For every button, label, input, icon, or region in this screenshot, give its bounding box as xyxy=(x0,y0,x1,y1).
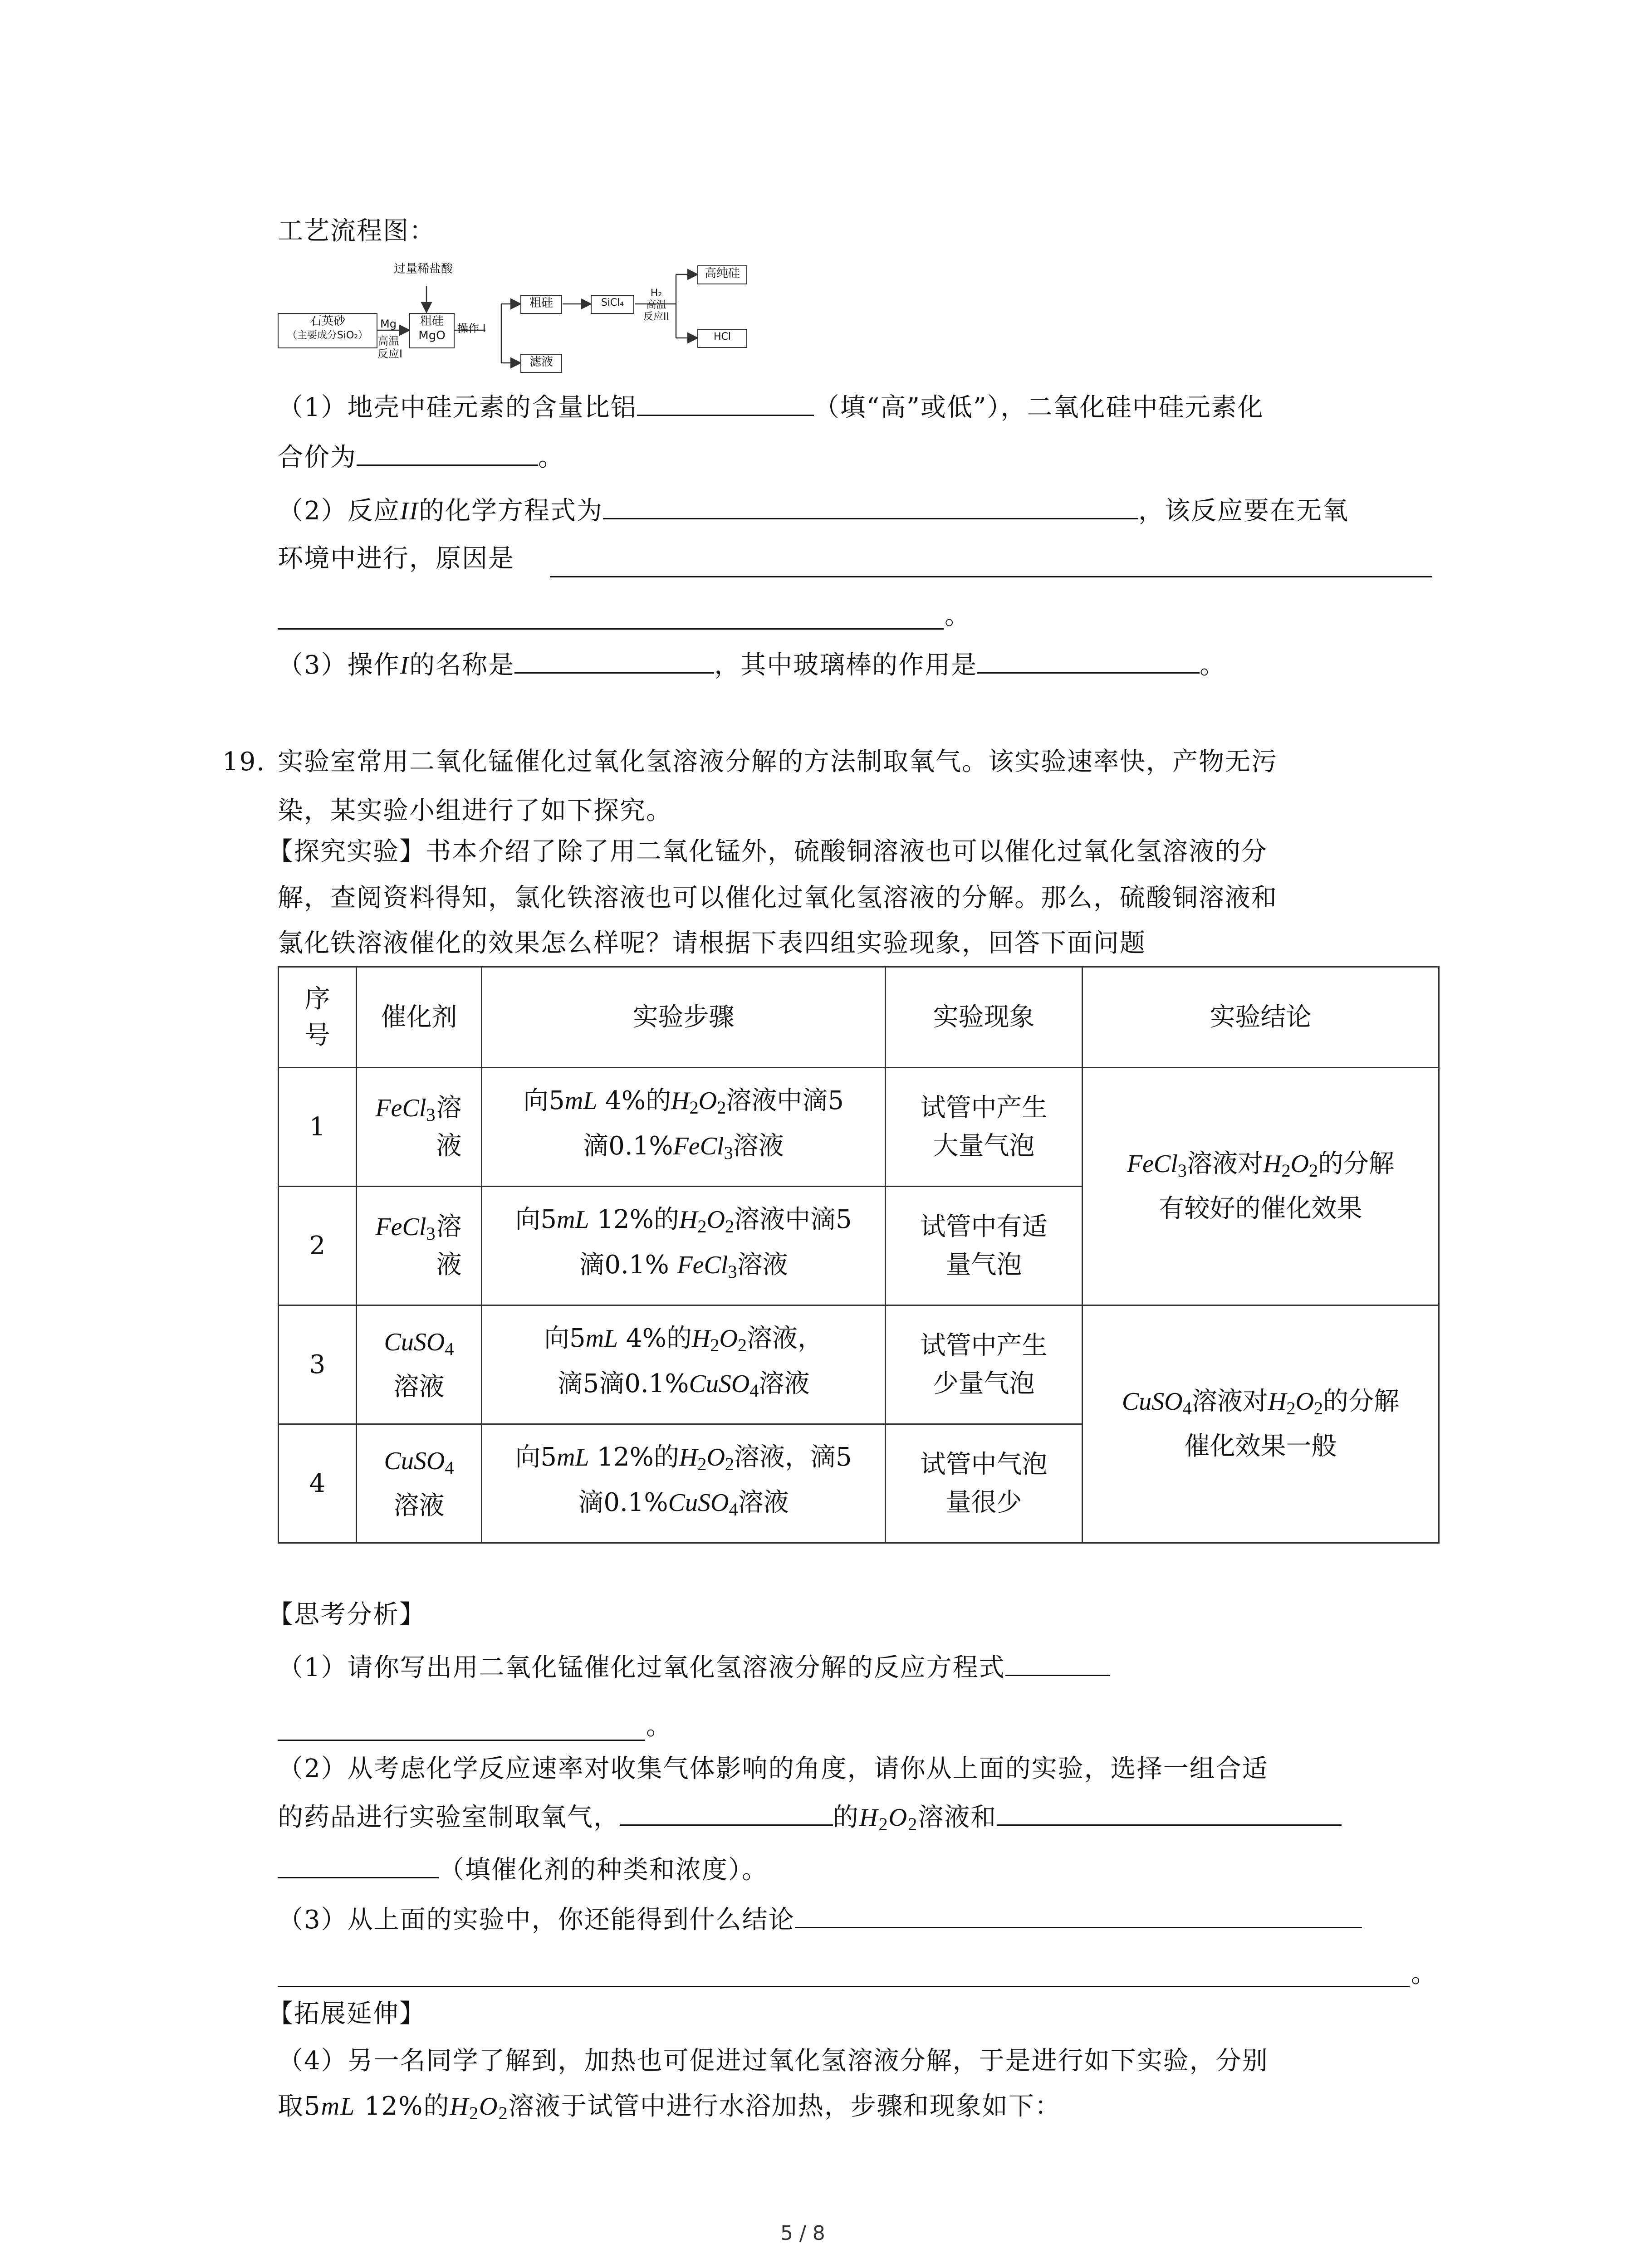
flowchart-heading: 工艺流程图： xyxy=(278,216,436,246)
row1-step-b: 4%的 xyxy=(597,1086,671,1116)
row3-observation xyxy=(886,1305,1083,1424)
row4-step-e: 溶液 xyxy=(738,1487,789,1517)
q18-p2-text-a: （2）反应 xyxy=(278,496,400,526)
row1-observation xyxy=(886,1068,1083,1187)
analysis-p1 xyxy=(278,1647,1110,1686)
extension-p4-text-b: 取5 xyxy=(278,2092,321,2121)
header-conclusion: 实验结论 xyxy=(1083,967,1439,1068)
row4-cat-suffix: 溶液 xyxy=(393,1491,445,1521)
crude-si-box: 粗硅 xyxy=(520,295,562,314)
extension-p4: （4）另一名同学了解到，加热也可促进过氧化氢溶液分解，于是进行如下实验，分别 xyxy=(278,2046,1269,2076)
extension-p4-text-c: 12%的 xyxy=(355,2092,450,2121)
q18-p3-text-a: （3）操作 xyxy=(278,650,400,680)
analysis-blank-1b[interactable] xyxy=(278,1740,645,1741)
row3-step-d: 滴5滴0.1% xyxy=(557,1369,689,1398)
analysis-p2-text-e: （填催化剂的种类和浓度）。 xyxy=(439,1855,768,1885)
filtrate-box: 滤液 xyxy=(520,354,562,373)
conc1-a: 溶液对 xyxy=(1186,1149,1263,1178)
analysis-blank-4[interactable] xyxy=(278,1849,439,1878)
q18-blank-4[interactable] xyxy=(550,576,1432,577)
analysis-p3-text: （3）从上面的实验中，你还能得到什么结论 xyxy=(278,1905,795,1935)
row4-step-c: 溶液，滴5 xyxy=(734,1442,852,1472)
q19-explore-3: 氯化铁溶液催化的效果怎么样呢？请根据下表四组实验现象，回答下面问题 xyxy=(278,929,1146,958)
reaction-2-label xyxy=(643,288,669,323)
conc2-a: 溶液对 xyxy=(1191,1386,1268,1416)
conclusion-fecl3: FeCl$_3$溶液对$H_2O_2$的分解 有较好的催化效果 xyxy=(1083,1068,1439,1305)
q18-p3-end: 。 xyxy=(1200,650,1226,680)
q18-p1-text-a: （1）地壳中硅元素的含量比铝 xyxy=(278,393,637,422)
q18-p1-end: 。 xyxy=(538,443,564,472)
q18-blank-1[interactable] xyxy=(637,386,814,416)
q19-explore-1: 【探究实验】书本介绍了除了用二氧化锰外，硫酸铜溶液也可以催化过氧化氢溶液的分 xyxy=(268,837,1268,866)
q18-p1-text-c: 合价为 xyxy=(278,443,357,472)
analysis-blank-2[interactable] xyxy=(620,1796,833,1826)
analysis-p3 xyxy=(278,1899,1362,1938)
conclusion-cuso4: CuSO$_4$溶液对$H_2O_2$的分解 催化效果一般 xyxy=(1083,1305,1439,1543)
q19-intro-2: 染，某实验小组进行了如下探究。 xyxy=(278,796,672,826)
row3-steps: 向5mL 4%的$H_2O_2$溶液， 滴5滴0.1%CuSO$_4$溶液 xyxy=(482,1305,886,1424)
row4-step-a: 向5 xyxy=(515,1442,557,1472)
row1-no: 1 xyxy=(279,1068,357,1187)
row2-steps: 向5mL 12%的$H_2O_2$溶液中滴5 滴0.1% FeCl$_3$溶液 xyxy=(482,1187,886,1305)
row2-step-b: 12%的 xyxy=(589,1205,679,1235)
row3-step-b: 4%的 xyxy=(618,1324,692,1354)
analysis-p2-end-line xyxy=(278,1849,768,1888)
row3-obs-2: 少量气泡 xyxy=(933,1369,1035,1398)
row3-cat-suffix: 溶液 xyxy=(393,1372,445,1402)
row1-step-d: 滴0.1% xyxy=(583,1131,673,1161)
q18-blank-5[interactable] xyxy=(278,628,944,630)
row2-step-a: 向5 xyxy=(515,1205,557,1235)
row3-step-c: 溶液， xyxy=(747,1324,823,1354)
row1-step-c: 溶液中滴5 xyxy=(726,1086,844,1116)
q18-p2-text-d: 环境中进行，原因是 xyxy=(278,544,514,573)
conc2-c: 催化效果一般 xyxy=(1184,1432,1337,1461)
reaction-2-name: 反应II xyxy=(643,311,669,323)
analysis-p2-text-d: 溶液和 xyxy=(918,1803,997,1832)
excess-acid-label: 过量稀盐酸 xyxy=(394,262,453,276)
analysis-p1-text: （1）请你写出用二氧化锰催化过氧化氢溶液分解的反应方程式 xyxy=(278,1653,1005,1682)
mg-label: Mg xyxy=(380,318,397,330)
row4-step-d: 滴0.1% xyxy=(578,1487,668,1517)
row3-catalyst: CuSO$_4$ 溶液 xyxy=(357,1305,482,1424)
table-row xyxy=(279,1068,1439,1187)
analysis-p2-text-b: 的药品进行实验室制取氧气， xyxy=(278,1803,620,1832)
row2-cat-suffix: 溶液 xyxy=(436,1212,462,1280)
q19-number: 19. xyxy=(222,747,266,777)
row4-catalyst: CuSO$_4$ 溶液 xyxy=(357,1424,482,1543)
q19-intro-1: 实验室常用二氧化锰催化过氧化氢溶液分解的方法制取氧气。该实验速率快，产物无污 xyxy=(278,747,1278,777)
row4-steps: 向5mL 12%的$H_2O_2$溶液，滴5 滴0.1%CuSO$_4$溶液 xyxy=(482,1424,886,1543)
sicl4-box: SiCl₄ xyxy=(591,295,634,314)
q18-p3-roman: I xyxy=(400,651,410,679)
q18-p2-end: 。 xyxy=(945,601,971,631)
row3-no: 3 xyxy=(279,1305,357,1424)
extension-p4-text-d: 溶液于试管中进行水浴加热，步骤和现象如下： xyxy=(508,2092,1061,2121)
q18-p2-roman: II xyxy=(400,497,419,525)
analysis-blank-6[interactable] xyxy=(278,1986,1410,1987)
analysis-blank-3[interactable] xyxy=(997,1796,1342,1826)
extension-title: 【拓展延伸】 xyxy=(268,1999,426,2028)
row4-obs-1: 试管中气泡 xyxy=(920,1449,1048,1479)
q18-p2-text-b: 的化学方程式为 xyxy=(418,496,603,526)
experiment-table xyxy=(278,966,1440,1544)
conc2-b: 的分解 xyxy=(1323,1386,1400,1416)
q18-part2-cont xyxy=(278,541,514,577)
q18-blank-3[interactable] xyxy=(603,490,1138,519)
row3-obs-1: 试管中产生 xyxy=(920,1330,1048,1360)
analysis-blank-1[interactable] xyxy=(1005,1647,1110,1676)
analysis-p2: （2）从考虑化学反应速率对收集气体影响的角度，请你从上面的实验，选择一组合适 xyxy=(278,1754,1269,1784)
row1-obs-1: 试管中产生 xyxy=(920,1093,1048,1123)
analysis-p3-end: 。 xyxy=(1411,1959,1437,1989)
quartz-sand-label: 石英砂 xyxy=(309,314,345,328)
row1-steps: 向5mL 4%的$H_2O_2$溶液中滴5 滴0.1%FeCl$_3$溶液 xyxy=(482,1068,886,1187)
row1-step-e: 溶液 xyxy=(733,1131,784,1161)
page-number: 5 / 8 xyxy=(780,2222,825,2245)
q18-p2-text-c: ，该反应要在无氧 xyxy=(1138,496,1349,526)
row2-catalyst: FeCl$_3$溶液 xyxy=(357,1187,482,1305)
analysis-p2-text-c: 的 xyxy=(833,1803,859,1832)
q18-part1-cont xyxy=(278,436,564,476)
operation-1-label: 操作 I xyxy=(457,322,486,335)
quartz-sand-box xyxy=(278,313,377,348)
q18-blank-6[interactable] xyxy=(514,644,714,674)
row2-no: 2 xyxy=(279,1187,357,1305)
extension-p4-cont: 取5mL 12%的$H_2O_2$溶液于试管中进行水浴加热，步骤和现象如下： xyxy=(278,2092,1061,2124)
row2-step-c: 溶液中滴5 xyxy=(734,1205,852,1235)
row4-no: 4 xyxy=(279,1424,357,1543)
row2-observation xyxy=(886,1187,1083,1305)
mix-crude-si: 粗硅 xyxy=(420,314,444,328)
header-no: 序号 xyxy=(279,967,357,1068)
header-steps: 实验步骤 xyxy=(482,967,886,1068)
analysis-p2-cont: 的药品进行实验室制取氧气， 的$H_2O_2$溶液和 xyxy=(278,1796,1342,1843)
header-observation: 实验现象 xyxy=(886,967,1083,1068)
q18-p3-text-c: ，其中玻璃棒的作用是 xyxy=(714,650,978,680)
hcl-box: HCl xyxy=(697,329,747,348)
reaction-1-condition: 高温 xyxy=(377,335,399,347)
pure-si-box: 高纯硅 xyxy=(697,265,747,284)
reaction-2-condition: 高温 xyxy=(646,299,666,311)
row2-obs-2: 量气泡 xyxy=(945,1250,1022,1280)
row1-cat-suffix: 溶液 xyxy=(436,1093,462,1161)
q18-part1 xyxy=(278,386,1264,426)
row4-observation xyxy=(886,1424,1083,1543)
header-catalyst: 催化剂 xyxy=(357,967,482,1068)
q18-part2 xyxy=(278,490,1349,529)
crude-si-mgo-box xyxy=(409,313,455,348)
reaction-1-name: 反应I xyxy=(377,347,403,360)
q18-p3-text-b: 的名称是 xyxy=(409,650,515,680)
mix-mgo: MgO xyxy=(418,329,446,342)
row1-step-a: 向5 xyxy=(523,1086,565,1116)
row2-obs-1: 试管中有适 xyxy=(920,1212,1048,1242)
q18-part3 xyxy=(278,644,1226,684)
table-header-row xyxy=(279,967,1439,1068)
row2-step-d: 滴0.1% xyxy=(579,1250,677,1280)
row1-obs-2: 大量气泡 xyxy=(933,1131,1035,1161)
reaction-1-label xyxy=(377,335,402,360)
row1-catalyst: FeCl$_3$溶液 xyxy=(357,1068,482,1187)
row3-step-a: 向5 xyxy=(544,1324,586,1354)
analysis-title: 【思考分析】 xyxy=(268,1600,426,1629)
conc1-c: 有较好的催化效果 xyxy=(1159,1194,1362,1224)
row2-step-e: 溶液 xyxy=(737,1250,788,1280)
conc1-b: 的分解 xyxy=(1318,1149,1395,1178)
q18-p1-text-b: （填“高”或低”），二氧化硅中硅元素化 xyxy=(813,393,1264,422)
row4-step-b: 12%的 xyxy=(589,1442,679,1472)
quartz-sand-component: （主要成分SiO₂） xyxy=(287,330,368,341)
table-row xyxy=(279,1305,1439,1424)
analysis-p1-end: 。 xyxy=(646,1711,672,1741)
q18-blank-2[interactable] xyxy=(357,436,538,466)
q18-blank-7[interactable] xyxy=(977,644,1200,674)
analysis-blank-5[interactable] xyxy=(795,1899,1362,1928)
q19-explore-2: 解，查阅资料得知，氯化铁溶液也可以催化过氧化氢溶液的分解。那么，硫酸铜溶液和 xyxy=(278,883,1278,913)
row4-obs-2: 量很少 xyxy=(945,1487,1022,1517)
row3-step-e: 溶液 xyxy=(759,1369,810,1398)
reaction-2-reagent: H₂ xyxy=(650,288,662,299)
